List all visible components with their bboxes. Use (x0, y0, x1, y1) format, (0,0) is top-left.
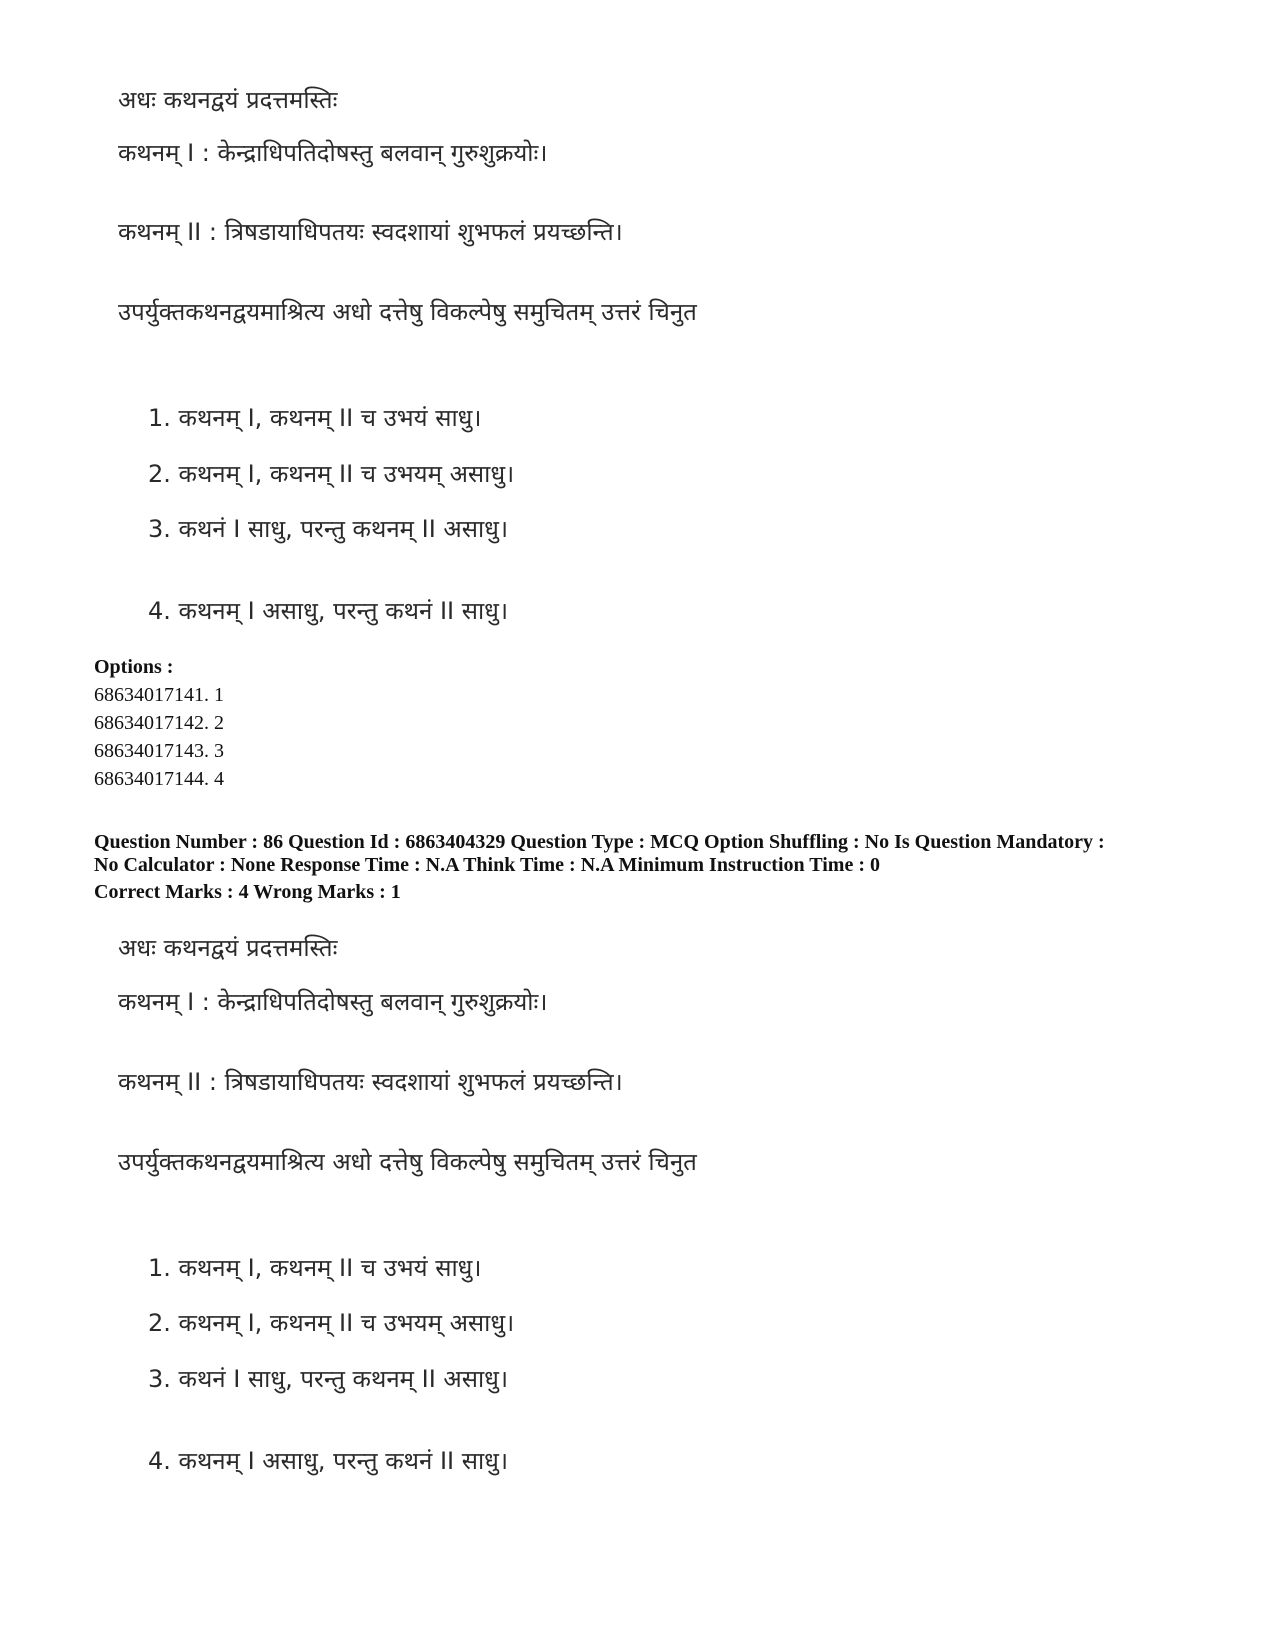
intro-line: अधः कथनद्वयं प्रदत्तमस्तिः (118, 934, 338, 962)
option-id-1: 68634017141. 1 (94, 684, 224, 706)
option-id-3: 68634017143. 3 (94, 740, 224, 762)
choice-4: 4. कथनम् I असाधु, परन्तु कथनं II साधु। (148, 597, 509, 625)
choice-3: 3. कथनं I साधु, परन्तु कथनम् II असाधु। (148, 515, 509, 543)
statement-1: कथनम् I : केन्द्राधिपतिदोषस्तु बलवान् गुरुशुक्रयोः। (118, 139, 548, 167)
question-meta-line-1: Question Number : 86 Question Id : 6863404329 Question Type : MCQ Option Shuffling : No Is Question Mandatory : (94, 831, 1105, 853)
statement-2: कथनम् II : त्रिषडायाधिपतयः स्वदशायां शुभफलं प्रयच्छन्ति। (118, 1068, 623, 1096)
statement-2: कथनम् II : त्रिषडायाधिपतयः स्वदशायां शुभफलं प्रयच्छन्ति। (118, 218, 623, 246)
options-label: Options : (94, 656, 174, 678)
option-id-2: 68634017142. 2 (94, 712, 224, 734)
statement-1: कथनम् I : केन्द्राधिपतिदोषस्तु बलवान् गुरुशुक्रयोः। (118, 988, 548, 1016)
option-id-4: 68634017144. 4 (94, 768, 224, 790)
choice-4: 4. कथनम् I असाधु, परन्तु कथनं II साधु। (148, 1447, 509, 1475)
choice-2: 2. कथनम् I, कथनम् II च उभयम् असाधु। (148, 460, 515, 488)
choice-2: 2. कथनम् I, कथनम् II च उभयम् असाधु। (148, 1309, 515, 1337)
choice-1: 1. कथनम् I, कथनम् II च उभयं साधु। (148, 1254, 482, 1282)
instruction-line: उपर्युक्तकथनद्वयमाश्रित्य अधो दत्तेषु विकल्पेषु समुचितम् उत्तरं चिनुत (118, 298, 697, 326)
intro-line: अधः कथनद्वयं प्रदत्तमस्तिः (118, 86, 338, 114)
choice-3: 3. कथनं I साधु, परन्तु कथनम् II असाधु। (148, 1365, 509, 1393)
instruction-line: उपर्युक्तकथनद्वयमाश्रित्य अधो दत्तेषु विकल्पेषु समुचितम् उत्तरं चिनुत (118, 1148, 697, 1176)
choice-1: 1. कथनम् I, कथनम् II च उभयं साधु। (148, 404, 482, 432)
question-meta-line-2: No Calculator : None Response Time : N.A Think Time : N.A Minimum Instruction Time : 0 (94, 854, 880, 876)
marks-line: Correct Marks : 4 Wrong Marks : 1 (94, 881, 401, 903)
